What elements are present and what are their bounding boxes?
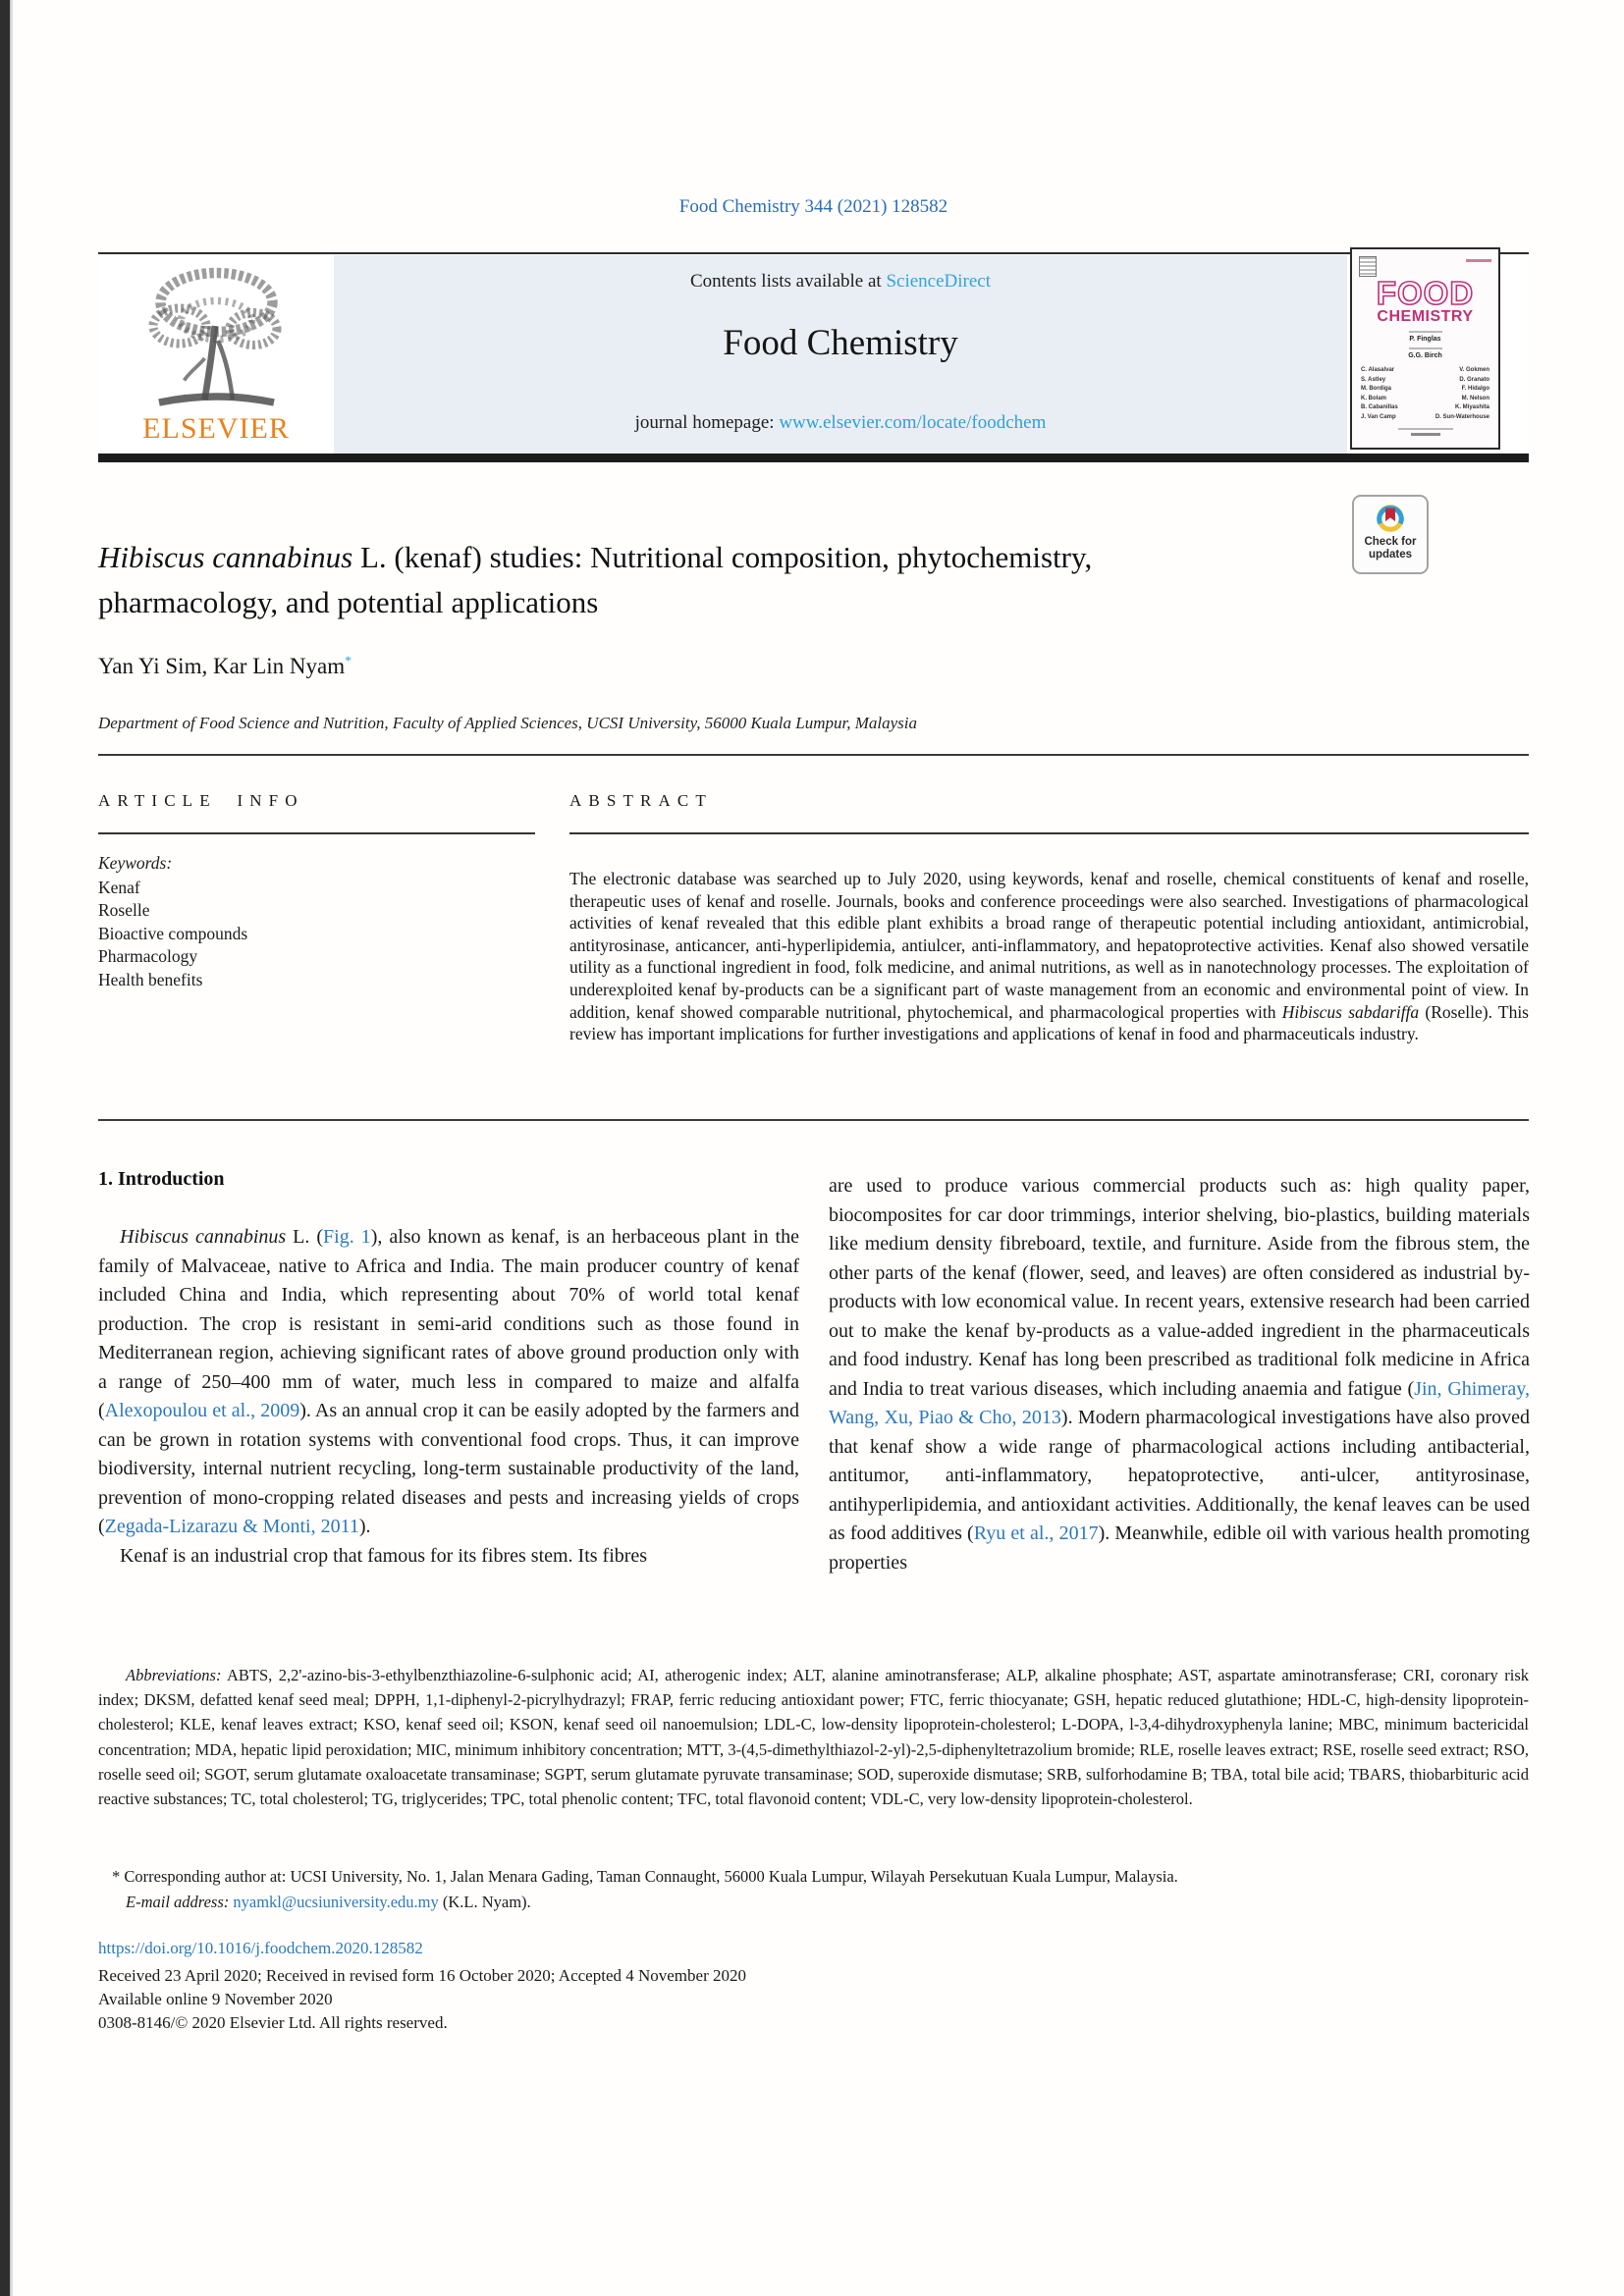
check-badge-line1: Check for — [1364, 536, 1417, 548]
cover-title-chemistry: CHEMISTRY — [1377, 308, 1474, 325]
corresponding-author-text: Corresponding author at: UCSI University, No. 1, Jalan Menara Gading, Taman Connaught, 56000 Kuala Lumpur, Wilayah Persekutuan Kuala Lumpur, Malaysia. — [120, 1867, 1178, 1886]
abstract-underline — [569, 832, 1529, 834]
keywords-block — [98, 852, 247, 991]
doi-link[interactable]: https://doi.org/10.1016/j.foodchem.2020.128582 — [98, 1939, 423, 1957]
scan-edge-strip — [0, 0, 10, 2296]
cover-founding-label-bar — [1409, 347, 1442, 349]
cover-editor-label-bar — [1409, 331, 1442, 333]
intro-text: ), also known as kenaf, is an herbaceous plant in the family of Malvaceae, native to Africa and India. The main producer country of kenaf included China and India, which representing about 70% of world total kenaf production. The crop is resistant in semi-arid conditions such as those found in Mediterranean region, achieving significant rates of above ground production only with a range of 250–400 mm of water, much less in compared to maize and alfalfa ( — [98, 1226, 799, 1421]
check-badge-label — [1364, 536, 1416, 561]
cover-founding-editor: G.G. Birch — [1408, 352, 1442, 359]
journal-banner — [98, 255, 1529, 454]
header-rule-thick — [98, 454, 1529, 462]
cover-editors-left — [1361, 366, 1398, 422]
corresponding-author-asterisk[interactable]: * — [345, 654, 352, 669]
citation-link-jin[interactable]: Jin, Ghimeray, Wang, Xu, Piao & Cho, 2013 — [829, 1377, 1530, 1428]
cover-title-food: FOOD — [1376, 275, 1475, 311]
received-dates: Received 23 April 2020; Received in revised form 16 October 2020; Accepted 4 November 2020 — [98, 1966, 746, 1985]
article-authors — [98, 654, 352, 679]
article-title-rest: L. (kenaf) studies: Nutritional composition, phytochemistry, pharmacology, and potential applications — [98, 540, 1093, 619]
header-rule-top — [98, 252, 1529, 254]
author-names: Yan Yi Sim, Kar Lin Nyam — [98, 654, 346, 678]
journal-title: Food Chemistry — [723, 323, 958, 363]
intro-text: ). Meanwhile, edible oil with various health promoting properties — [829, 1522, 1530, 1574]
elsevier-tree-icon — [135, 267, 298, 414]
cover-editor-name: J. Van Camp — [1361, 413, 1396, 420]
crossmark-icon — [1373, 501, 1408, 536]
abstract-part2: (Roselle). This review has important implications for further investigations and applications of kenaf in food and pharmaceuticals industry. — [569, 1001, 1529, 1044]
article-title — [98, 535, 1139, 625]
corresponding-author-footnote — [98, 1864, 1529, 1914]
cover-editor-name: C. Alasalvar — [1361, 367, 1395, 373]
article-info-heading: ARTICLE INFO — [98, 791, 304, 810]
intro-text: ). — [358, 1516, 371, 1537]
keyword-item: Pharmacology — [98, 946, 198, 966]
cover-editor-name: M. Bordiga — [1361, 386, 1391, 392]
intro-paragraph-1 — [98, 1223, 799, 1542]
abstract-text — [569, 868, 1529, 1045]
cover-footer-logo-bar — [1411, 433, 1440, 436]
section-heading-introduction: 1. Introduction — [98, 1168, 225, 1190]
cover-editor-name: F. Hidalgo — [1461, 386, 1489, 392]
cover-editor-columns — [1352, 366, 1498, 422]
abstract-part1: The electronic database was searched up to July 2020, using keywords, kenaf and roselle, chemical constituents of kenaf and roselle, therapeutic uses of kenaf and roselle. Journals, books and conference proceedings were also searched. Investigations of pharmacological activities of kenaf revealed that this edible plant exhibits a broad range of therapeutic potential including antioxidant, antimicrobial, antityrosinase, anticancer, anti-hyperlipidemia, antiulcer, anti-inflammatory, and hepatoprotective activities. Kenaf also showed versatile utility as a functional ingredient in food, folk medicine, and animal nutritions, as well as in nanotechnology processes. The exploitation of underexploited kenaf by-products can be a significant part of waste management from an economic and environmental point of view. In addition, kenaf showed comparable nutritional, phytochemical, and pharmacological properties with — [569, 869, 1529, 1022]
keyword-item: Bioactive compounds — [98, 923, 248, 943]
email-label: E-mail address: — [126, 1892, 230, 1911]
keywords-label: Keywords: — [98, 853, 173, 873]
elsevier-logo[interactable] — [98, 255, 334, 454]
cover-editor-name: D. Granato — [1459, 376, 1489, 383]
article-affiliation: Department of Food Science and Nutrition, Faculty of Applied Sciences, UCSI University, 56000 Kuala Lumpur, Malaysia — [98, 714, 917, 732]
cover-editor-name: K. Bolam — [1361, 395, 1387, 401]
check-badge-line2: updates — [1368, 548, 1413, 561]
divider-under-affiliation — [98, 754, 1529, 756]
cover-editor-name: M. Nelson — [1461, 395, 1489, 401]
cover-editor-name: S. Astley — [1361, 376, 1386, 383]
cover-issn-mark — [1466, 259, 1491, 262]
intro-text: are used to produce various commercial products such as: high quality paper, biocomposites for car door trimmings, interior shelving, bio-plastics, building materials like medium density fibreboard, textile, and furniture. Aside from the fibrous stem, the other parts of the kenaf (flower, seed, and leaves) are often considered as industrial by-products with low economical value. In recent years, extensive research had been carried out to make the kenaf by-products as a value-added ingredient in the pharmaceuticals and food industry. Kenaf has long been prescribed as traditional folk medicine in Africa and India to treat various diseases, which including anaemia and fatigue ( — [829, 1175, 1530, 1400]
email-link[interactable]: nyamkl@ucsiuniversity.edu.my — [233, 1892, 439, 1911]
keyword-item: Health benefits — [98, 969, 203, 989]
abstract-heading: ABSTRACT — [569, 791, 713, 810]
cover-editors-right — [1435, 366, 1489, 422]
journal-homepage-link[interactable]: www.elsevier.com/locate/foodchem — [779, 412, 1047, 433]
issn-copyright: 0308-8146/© 2020 Elsevier Ltd. All rights reserved. — [98, 2013, 448, 2032]
cover-editor-name: D. Sun-Waterhouse — [1435, 413, 1489, 420]
abstract-species-italic: Hibiscus sabdariffa — [1281, 1001, 1420, 1022]
homepage-line — [334, 412, 1347, 434]
article-info-underline — [98, 832, 535, 834]
available-online-date: Available online 9 November 2020 — [98, 1990, 333, 2008]
cover-publisher-mark-icon — [1359, 256, 1377, 277]
cover-footer-bar — [1398, 428, 1453, 430]
banner-center — [334, 255, 1347, 454]
article-title-species: Hibiscus cannabinus — [98, 540, 353, 574]
sciencedirect-link[interactable]: ScienceDirect — [886, 271, 992, 292]
divider-under-abstract — [98, 1119, 1529, 1121]
intro-text: ). Modern pharmacological investigations have also proved that kenaf show a wide range of pharmacological actions including antibacterial, antitumor, anti-inflammatory, hepatoprotective, anti-ulcer, antityrosinase, antihyperlipidemia, and antioxidant activities. Additionally, the kenaf leaves can be used as food additives ( — [829, 1407, 1530, 1544]
citation-link-zegada[interactable]: Zegada-Lizarazu & Monti, 2011 — [104, 1516, 359, 1537]
journal-cover-thumbnail[interactable] — [1350, 247, 1500, 450]
email-suffix: (K.L. Nyam). — [438, 1892, 531, 1911]
abbreviations-label: Abbreviations: — [126, 1666, 222, 1684]
cover-editor-in-chief: P. Finglas — [1409, 336, 1441, 343]
intro-paragraph-3 — [829, 1172, 1530, 1577]
cover-editor-name: B. Cabanillas — [1361, 404, 1398, 410]
citation-link-alexopoulou[interactable]: Alexopoulou et al., 2009 — [104, 1400, 300, 1421]
contents-prefix: Contents lists available at — [689, 271, 887, 292]
body-column-right — [829, 1172, 1530, 1577]
cover-editor-name: K. Miyashita — [1454, 404, 1489, 410]
intro-species-italic: Hibiscus cannabinus — [120, 1226, 287, 1248]
check-for-updates-badge[interactable] — [1352, 495, 1429, 574]
elsevier-wordmark: ELSEVIER — [142, 412, 290, 445]
intro-text: L. ( — [286, 1226, 324, 1248]
abbreviations-text: ABTS, 2,2'-azino-bis-3-ethylbenzthiazoline-6-sulphonic acid; AI, atherogenic index; ALT, alanine aminotransferase; ALP, alkaline phosphate; AST, aspartate aminotransferase; CRI, coronary risk index; DKSM, defatted kenaf seed meal; DPPH, 1,1-diphenyl-2-picrylhydrazyl; FRAP, ferric reducing antioxidant power; FTC, ferric thiocyanate; GSH, hepatic reduced glutathione; HDL-C, high-density lipoprotein-cholesterol; KLE, kenaf leaves extract; KSO, kenaf seed oil; KSON, kenaf seed oil nanoemulsion; LDL-C, low-density lipoprotein-cholesterol; L-DOPA, l-3,4-dihydroxyphenyla lanine; MBC, minimum bactericidal concentration; MDA, hepatic lipid peroxidation; MIC, minimum inhibitory concentration; MTT, 3-(4,5-dimethylthiazol-2-yl)-2,5-diphenyltetrazolium bromide; RLE, roselle leaves extract; RSE, roselle seed extract; RSO, roselle seed oil; SGOT, serum glutamate oxaloacetate transaminase; SGPT, serum glutamate pyruvate transaminase; SOD, superoxide dismutase; SRB, sulforhodamine B; TBA, total bile acid; TBARS, thiobarbituric acid reactive substances; TC, total cholesterol; TG, triglycerides; TPC, total phenolic content; TFC, total flavonoid content; VDL-C, very low-density lipoprotein-cholesterol. — [98, 1666, 1529, 1809]
cover-editor-name: V. Gokmen — [1459, 367, 1489, 373]
keyword-item: Kenaf — [98, 877, 140, 897]
corresponding-author-line — [98, 1864, 1529, 1890]
homepage-prefix: journal homepage: — [634, 412, 780, 433]
journal-citation: Food Chemistry 344 (2021) 128582 — [678, 196, 948, 217]
figure-1-link[interactable]: Fig. 1 — [323, 1226, 371, 1248]
email-line — [98, 1890, 1529, 1915]
intro-paragraph-2: Kenaf is an industrial crop that famous for its fibres stem. Its fibres — [120, 1544, 648, 1567]
abbreviations-footnote — [98, 1663, 1529, 1811]
keyword-item: Roselle — [98, 900, 150, 920]
intro-text: ). As an annual crop it can be easily adopted by the farmers and can be grown in rotation systems with conventional food crops. Thus, it can improve biodiversity, internal nutrient recycling, long-term sustainable productivity of the land, prevention of mono-cropping related diseases and pests and increasing yields of crops ( — [98, 1400, 799, 1537]
contents-line — [334, 271, 1347, 293]
citation-link-ryu[interactable]: Ryu et al., 2017 — [973, 1522, 1099, 1544]
footnote-asterisk: * — [112, 1867, 121, 1886]
body-column-left — [98, 1223, 799, 1571]
